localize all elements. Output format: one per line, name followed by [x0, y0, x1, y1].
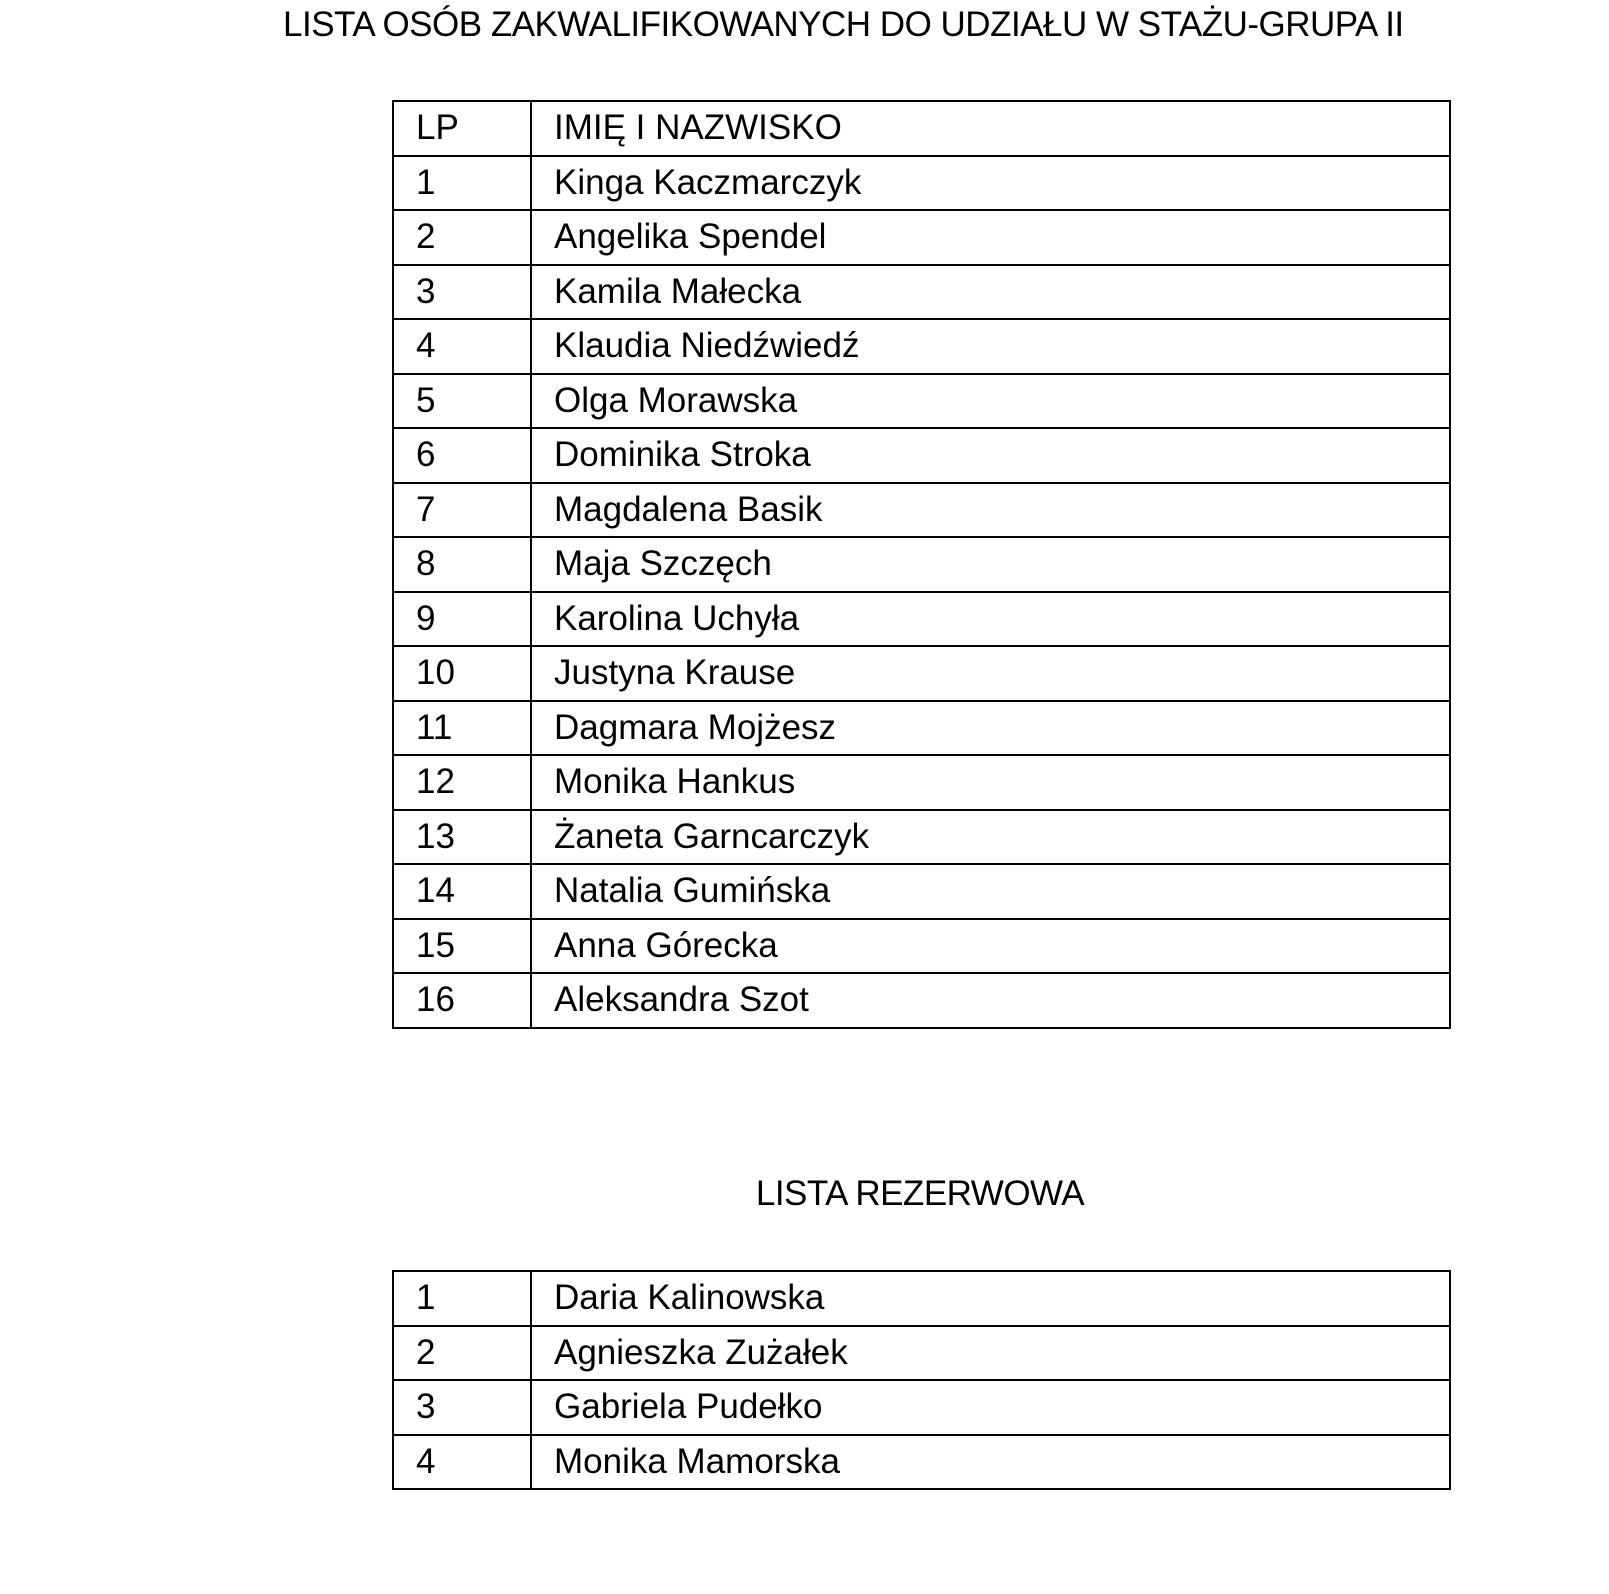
row-name: Kamila Małecka: [531, 265, 1450, 320]
row-name: Monika Hankus: [531, 755, 1450, 810]
table-row: [393, 428, 1450, 483]
row-lp: 8: [393, 537, 531, 592]
row-lp: 2: [393, 1326, 531, 1381]
row-name: Klaudia Niedźwiedź: [531, 319, 1450, 374]
row-name: Natalia Gumińska: [531, 864, 1450, 919]
table-row: [393, 537, 1450, 592]
table-row: [393, 919, 1450, 974]
table-row: [393, 810, 1450, 865]
row-lp: 6: [393, 428, 531, 483]
row-lp: 7: [393, 483, 531, 538]
row-lp: 11: [393, 701, 531, 756]
row-name: Gabriela Pudełko: [531, 1380, 1450, 1435]
row-lp: 12: [393, 755, 531, 810]
header-lp: LP: [393, 101, 531, 156]
row-name: Magdalena Basik: [531, 483, 1450, 538]
table-row: [393, 210, 1450, 265]
row-lp: 1: [393, 1271, 531, 1326]
table-header-row: [393, 101, 1450, 156]
table-row: [393, 592, 1450, 647]
row-lp: 14: [393, 864, 531, 919]
row-lp: 15: [393, 919, 531, 974]
table-row: [393, 1435, 1450, 1490]
row-name: Dominika Stroka: [531, 428, 1450, 483]
table-row: [393, 646, 1450, 701]
row-lp: 3: [393, 265, 531, 320]
row-lp: 2: [393, 210, 531, 265]
row-lp: 5: [393, 374, 531, 429]
row-name: Maja Szczęch: [531, 537, 1450, 592]
page-title: LISTA OSÓB ZAKWALIFIKOWANYCH DO UDZIAŁU W STAŻU-GRUPA II: [283, 5, 1404, 44]
row-lp: 4: [393, 1435, 531, 1490]
table-row: [393, 1380, 1450, 1435]
row-lp: 9: [393, 592, 531, 647]
row-lp: 13: [393, 810, 531, 865]
table-row: [393, 1271, 1450, 1326]
row-name: Kinga Kaczmarczyk: [531, 156, 1450, 211]
row-lp: 1: [393, 156, 531, 211]
row-name: Justyna Krause: [531, 646, 1450, 701]
row-lp: 16: [393, 973, 531, 1028]
row-name: Monika Mamorska: [531, 1435, 1450, 1490]
table-row: [393, 701, 1450, 756]
table-row: [393, 319, 1450, 374]
reserve-list-table: [392, 1270, 1451, 1490]
row-name: Olga Morawska: [531, 374, 1450, 429]
row-name: Aleksandra Szot: [531, 973, 1450, 1028]
row-lp: 10: [393, 646, 531, 701]
table-row: [393, 483, 1450, 538]
table-row: [393, 374, 1450, 429]
header-name: IMIĘ I NAZWISKO: [531, 101, 1450, 156]
qualified-list-table: [392, 100, 1451, 1029]
row-lp: 3: [393, 1380, 531, 1435]
table-row: [393, 755, 1450, 810]
reserve-list-title: LISTA REZERWOWA: [755, 1174, 1085, 1213]
row-lp: 4: [393, 319, 531, 374]
row-name: Anna Górecka: [531, 919, 1450, 974]
table-row: [393, 156, 1450, 211]
table-row: [393, 864, 1450, 919]
row-name: Dagmara Mojżesz: [531, 701, 1450, 756]
row-name: Daria Kalinowska: [531, 1271, 1450, 1326]
row-name: Karolina Uchyła: [531, 592, 1450, 647]
row-name: Angelika Spendel: [531, 210, 1450, 265]
table-row: [393, 1326, 1450, 1381]
table-row: [393, 265, 1450, 320]
table-row: [393, 973, 1450, 1028]
row-name: Agnieszka Zużałek: [531, 1326, 1450, 1381]
row-name: Żaneta Garncarczyk: [531, 810, 1450, 865]
